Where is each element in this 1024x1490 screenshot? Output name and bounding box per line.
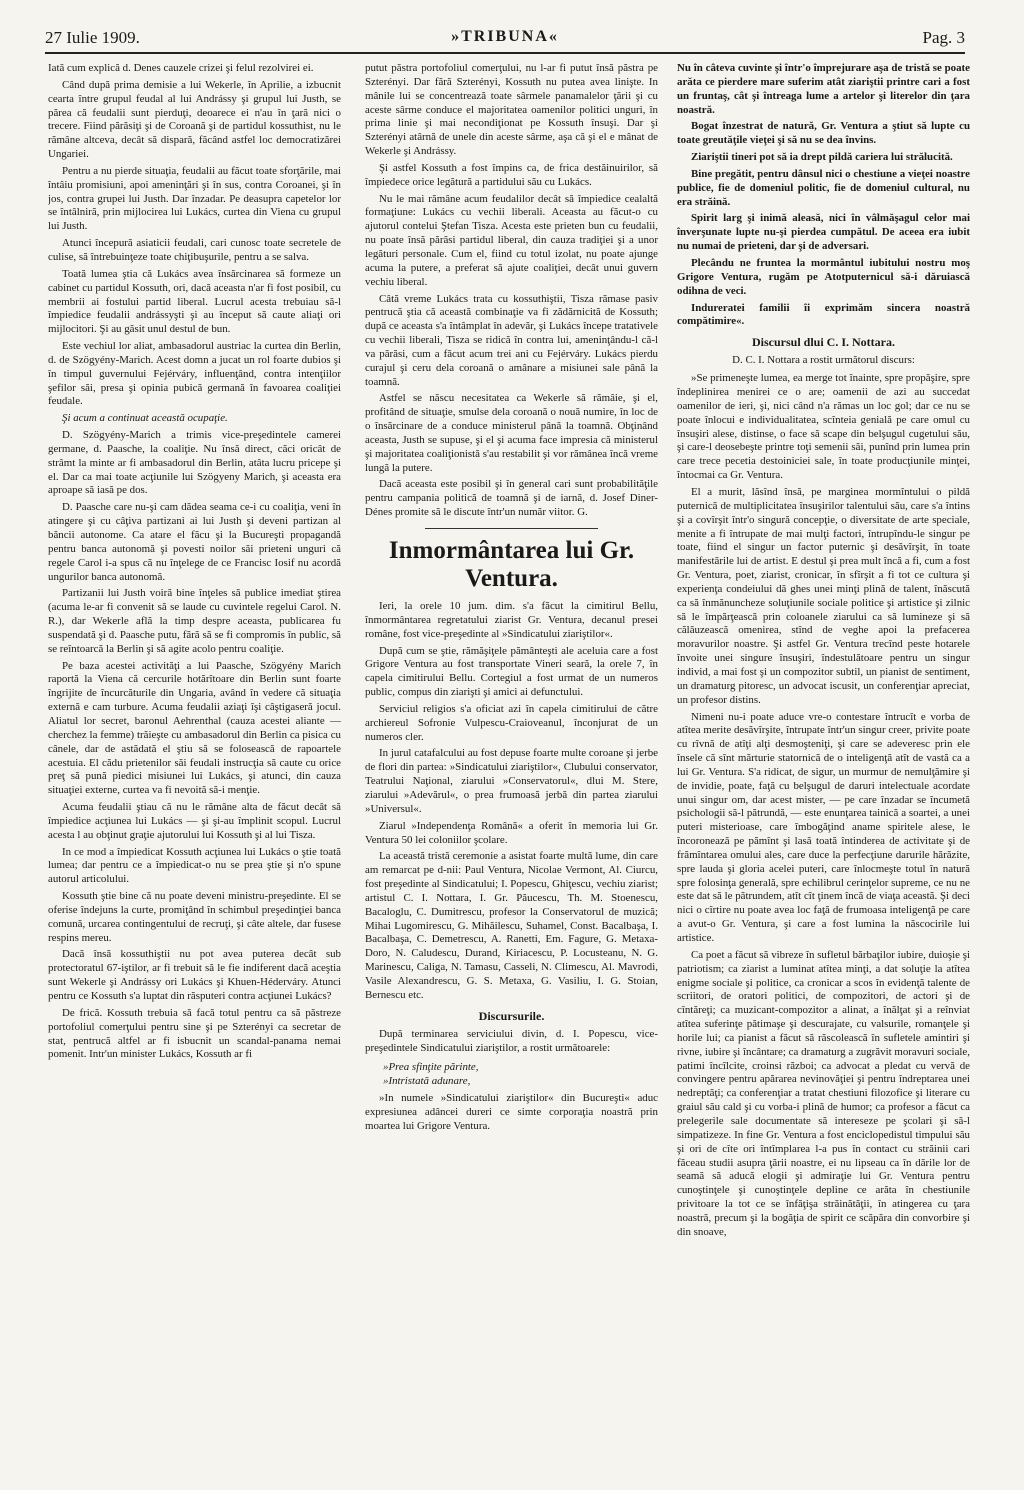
paragraph: »In numele »Sindicatului ziariştilor« din Bucureşti« aduc expresiunea adâncei dureri ce simte corporaţia noastră prin moartea lui Grigore Ventura.: [365, 1091, 658, 1132]
paragraph: Serviciul religios s'a oficiat azi în capela cimitirului de către archiereul Sofronie Vulpescu-Craioveanul, înconjurat de un numeros cler.: [365, 702, 658, 743]
paragraph: Câtă vreme Lukács trata cu kossuthiştii, Tisza rămase pasiv pentrucă ştia că această combinaţie va fi zădărnicită de Kossuth; după ce aceasta s'a întâmplat în adevăr, şi Lukács începe tratativele cu vechii liberali, Tisza se ridică în contra lui, ameninţându-l că-l va părăsi, cum a făcut acum trei ani cu Fejérváry. Lukács pierdu curajul şi ceru dela coroană o amânare a misiunei sale până la toamnă.: [365, 292, 658, 388]
paragraph: Ziarul »Independenţa Română« a oferit în memoria lui Gr. Ventura 50 lei coloniilor şcolare.: [365, 819, 658, 846]
paragraph: Kossuth ştie bine că nu poate deveni ministru-preşedinte. El se oferise îndejuns la curte, promiţând în schimbul preşedinţiei banca comună, urcarea contingentului de recruţi, şi câte altele, dar fusese respins mereu.: [48, 890, 341, 944]
paragraph-text: Dacă aceasta este posibil şi în general cari sunt probabilităţile pentru campania politică de toamnă şi de iarnă, d. Josef Diner-Dénes promite să le discute într'un număr viitor.: [365, 478, 658, 519]
paragraph: Dacă însă kossuthiştii nu pot avea puterea decât sub protectoratul 67-iştilor, ar fi trebuit să le fie indiferent dacă aceştia sunt Wekerle şi Andrássy ori Lukács şi Khuen-Héderváry. Atunci pentru ce Kossuth s'a luptat din răsputeri contra acţiunei Lukács?: [48, 948, 341, 1002]
paragraph: Partizanii lui Justh voiră bine înţeles să publice imediat ştirea (acuma le-ar fi convenit să se laude cu cuvintele regelui Carol. N. R.), dar Wekerle află la timp despre aceasta, publicarea fu suspendată şi d. Paasche putu, fără să se fi compromis în public, să se reîntoarcă la Berlin şi să agite acolo pentru coaliţie.: [48, 587, 341, 655]
paragraph: Astfel se născu necesitatea ca Wekerle să rămâie, şi el, profitând de situaţie, smulse dela coroană o nouă numire, în loc de o însărcinare de a conduce ministerul până la toamnă. Obţinând aceasta, Justh se supuse, şi el şi acuma face impresia că ministerul şi majoritatea coaliţionistă s'au restabilit şi vor rămânea încă vreme lungă la putere.: [365, 392, 658, 474]
column-1: [48, 62, 341, 1472]
section-subheading: Discursul dlui C. I. Nottara.: [751, 335, 895, 350]
column-2: [365, 62, 658, 1472]
paragraph: După cum se ştie, rămăşiţele pământeşti ale aceluia care a fost Grigore Ventura au fost transportate Vineri seară, la orele 7, în capela cimitirului Bellu. Cortegiul a fost urmat de un numeros public, compus din ziarişti şi amici ai defunctului.: [365, 644, 658, 699]
salutation: [383, 1060, 658, 1088]
masthead: »TRIBUNA«: [451, 28, 559, 45]
paragraph: Toată lumea ştia că Lukács avea însărcinarea să formeze un cabinet cu partidul Kossuth, ori, dacă aceasta n'ar fi fost posibil, cu membrii ai fostului partid liberal. Lucrul acesta trebuiau să-l împiedice feudalii andrássyşti şi au început să caute aliaţi ori mijlocitori. Şi au găsit unul destul de bun.: [48, 267, 341, 336]
page-header: [45, 22, 965, 54]
article-headline: Inmormântarea lui Gr. Ventura.: [388, 537, 635, 592]
paragraph: După terminarea serviciului divin, d. I. Popescu, vice-preşedintele Sindicatului ziariştilor, a rostit următoarele:: [365, 1027, 658, 1054]
paragraph: »Se primeneşte lumea, ea merge tot înainte, spre propăşire, spre îndeplinirea menirei ce o are; oamenii de azi au succedat oamenilor de ieri, şi, nici când n'a rămas un loc gol; dar ce nu se poate înlocui e individualitatea, scînteia genială pe care omul cu însuşiri alese, distinse, o face să scape din belşugul cugetului său, şi care-l deosebeşte printre toţi semenii săi, punînd prin lumea prin care trece pecetia destoiniciei sale, în toate producţiunile minţei, întocmai ca Gr. Ventura.: [677, 372, 970, 482]
issue-date: 27 Iulie 1909.: [45, 28, 140, 47]
page-number: Pag. 3: [922, 28, 965, 47]
paragraph: Ieri, la orele 10 jum. dim. s'a făcut la cimitirul Bellu, înmormântarea regretatului ziarist Gr. Ventura, decanul presei române, fost vice-preşedinte al »Sindicatului ziariştilor«.: [365, 600, 658, 640]
author-signature: G.: [577, 506, 588, 519]
paragraph: Este vechiul lor aliat, ambasadorul austriac la curtea din Berlin, d. de Szögyény-Marich. Acest domn a jucat un rol foarte dubios şi în timpul guvernului Fejérváry, influenţând, contra intenţiilor şefilor săi, presa şi opinia pubică germană în favoarea coaliţiei feudale.: [48, 340, 341, 408]
paragraph: D. Paasche care nu-şi cam dădea seama ce-i cu coaliţia, veni în atingere şi cu câţiva partizani ai lui Justh şi deveni partizan al băncii autonome. Ca atare el făcu şi la Bucureşti propagandă pentru banca autonomă şi povesti noilor săi prieteni unguri că regele Carol i-a spus că nu înţelege de ce Francisc Iosif nu acordă ungurilor banca autonomă.: [48, 501, 341, 583]
paragraph: Şi astfel Kossuth a fost împins ca, de frica destăinuirilor, să împiedece orice legătură a partidului său cu Lukács.: [365, 161, 658, 188]
paragraph: Indureratei familii îi exprimăm sincera noastră compătimire«.: [677, 301, 970, 328]
paragraph: Plecându ne fruntea la mormântul iubitului nostru moş Grigore Ventura, rugăm pe Atotputernicul să-i dăruiască odihna de veci.: [677, 256, 970, 297]
paragraph: El a murit, lăsînd însă, pe marginea mormîntului o pildă puternică de multiplicitatea însuşirilor talentului său, care s'a întins şi a covîrşit într'o singură concepţie, o diversitate de arte speciale, menite a fi întrupate de mai mulţi factori, întrupîndu-le singur pe toate, fiind el singur un factor puternic şi desăvîrşit, în toate manifestările lui de artist. E destul şi prea mult încă a fi, cum a fost Gr. Ventura, poet, ziarist, cronicar, în sfîrşit a fi tot ce cultura şi experienţa condeiului dă ghes unei minţi plină de talent, înăscută ca să înmănuncheze soluţiunile sociale politice şi artistice şi zilnic să le împărţească prin coloanele ziarului ca să lumineze şi să călăuzească omenirea, stînd de veghe apoi la prefacerea moravurilor noastre. Şi astfel Gr. Ventura trecînd peste hotarele învoite unei singure însuşiri, îndestulătoare pentru un singur individ, a mai fost şi un compozitor subtil, un pianist de sentiment, un dramaturg pitoresc, un advocat iscusit, un conferenţiar apreciat, un profesor distins.: [677, 486, 970, 706]
salutation-line: »Intristată adunare,: [383, 1074, 471, 1087]
section-divider: [425, 528, 598, 529]
paragraph: Ca poet a făcut să vibreze în sufletul bărbaţilor iubire, duioşie şi patriotism; ca ziarist a luminat atîtea minţi, a dat soluţie la atîtea enigme sociale şi politice, ca cronicar a scos în evidenţă talente de scriitori, de oratori politici, de compozitori, de actori şi de cîntăreţi; ca muzicant-compozitor a alinat, a înălţat şi a reînviat atîtea suferinţe pătimaşe şi descurajate, cu valsurile, romanţele şi horile lui; ca pianist a făcut să răscolească în sufletele amintiri şi rivne, iubire şi încântare; ca dramaturg a zugrăvit moravuri sociale, patimi încîlcite, croinsi război; ca advocat a pledat cu vervă de convingere pentru apărarea nevinovăţiei şi pentru îndreptarea unei nedreptăţi; ca conferenţiar a tratat chestiuni filozofice şi literare cu graiul său cald şi cu vorba-i plină de humor; ca profesor a făcut ca prelegerile sale documentate să intereseze pe şcolari şi să-l simpatizeze. In fine Gr. Ventura a fost enciclopedistul timpului său şi ori de cîte ori întîmplarea l-a pus în contact cu străinii cari făceau studii asupra ţării noastre, ei nu lipseau ca în dările lor de seamă să aducă elogii şi admiraţie lui Gr. Ventura pentru cunoştinţele şi cunoştinţele depline ce arăta în chestiunile privitoare la tot ce se înfăţişa străinătăţii, în atingerea cu ţara noastră, precum şi la bogăţia de spirit ce scăpăra din convorbire şi din snoave,: [677, 948, 970, 1238]
paragraph: Nimeni nu-i poate aduce vre-o contestare întrucît e vorba de atîtea merite desăvîrşite, întrupate într'un singur creer, privite poate cu rîvnă de atîţi alţi desmoşteniţi, şi care se adeveresc prin ele însele că sînt mărturie statornică de o inteligenţă atît de vastă ca a lui Gr. Ventura. S'a ridicat, de sigur, un murmur de nemulţămire şi de invidie, poate, faţă cu belşugul de daruri intelectuale acordate unui singur om, dar acest mister, — pe care înzadar se încumetă psichologii să-l pătrundă, — este enunţarea tainică a soartei, a unei puteri misterioase, care îmbogăţind aname spiritele alese, le încoronează pe pămînt şi lasă toată întinderea de activitate şi de frămîntarea omului ales, care duce la perfecţiune darurile hărăzite, spre lauda şi gloria acelei puteri, care înlocmeşte totul în natură spre folosinţa generală, spre echilibrul cerinţelor supreme, ce nu ne este dat să le pătrundem, atît cît ţinem încă de viaţa această. Şi deci nici o cîrtire nu poate avea loc faţă de frumoasa inteligenţă pe care a avut-o Gr. Ventura, şi care a fost lumina la născocirile lui artistice.: [677, 710, 970, 945]
paragraph: Pe baza acestei activităţi a lui Paasche, Szögyény Marich raportă la Viena că cercurile hotărîtoare din Berlin sunt foarte îngrijite de încurcăturile din Ungaria, având în vedere că situaţia externă e cam turbure. Acuma feudalii aziaţi îşi câştigaseră jocul. Aliatul lor secret, baronul Aehrenthal (cauza acestei aliante — cherchez la femme) trăieşte cu ambasadorul din Berlin ca pisica cu cânele, dar de astădată el ştiu să se folosească de rapoartele acestuia. El cădu prietenilor săi feudali instrucţia să caute cu orice preţ să pună piedici misiunei lui Lukács, şi atunci, din cauza situaţiei externe, curtea va fi nevoită să-i menţie.: [48, 659, 341, 797]
paragraph: In ce mod a împiedicat Kossuth acţiunea lui Lukács o ştie toată lumea; dar pentru ce a împiedicat-o nu se prea ştie şi n'o spune autorul articolului.: [48, 845, 341, 886]
paragraph: De frică. Kossuth trebuia să facă totul pentru ca să păstreze portofoliul comerţului pentru sine şi pe Szterényi ca secretar de stat, pentrucă altfel ar fi isbucnit un scandal-panama nemai pomenit. Intr'un minister Lukács, Kossuth ar fi: [48, 1006, 341, 1061]
paragraph: Nu le mai rămâne acum feudalilor decât să împiedice cealaltă formaţiune: Lukács cu vechii liberali. Aceasta au făcut-o cu ajutorul contelui Ştefan Tisza. Acesta este prieten bun cu feudalii, nu poate însă părăsi partidul liberal, din cauza tradiţiei şi a unor legături personale. Cum el, fiind cu totul izolat, nu poate ajunge acuma la putere, a preferat să ajute coaliţiei, decât unui guvern vechiu liberal.: [365, 192, 658, 288]
paragraph: Şi acum a continuat această ocupaţie.: [62, 412, 228, 425]
section-subheading: Discursurile.: [478, 1008, 545, 1023]
paragraph: putut păstra portofoliul comerţului, nu l-ar fi putut însă păstra pe Szterényi. Dar fără Szterényi, Kossuth nu putea avea linişte. In mânile lui se concentrează toate sârmele panamalelor ţării şi cu aceste sârme conduce el majoritatea oamenilor politici unguri, în prima linie şi mai necondiţionat pe Kossuth însuşi. Dar şi Szterényi atârnă de unele din aceste sârme, aşa că şi el e mânat de Wekerle şi Andrássy.: [365, 62, 658, 158]
salutation-line: »Prea sfinţite părinte,: [383, 1060, 479, 1073]
column-3: [677, 62, 970, 1472]
paragraph: D. Szögyény-Marich a trimis vice-preşedintele camerei germane, d. Paasche, la coaliţie. Nu însă direct, căci oricât de strâmt la minte ar fi ambasadorul din Berlin, atâta lucru pricepe şi el. Dar ca mai toate acţiunile lui Szögyeny Marich, şi aceasta era aproape să iasă pe dos.: [48, 429, 341, 497]
paragraph: Acuma feudalii ştiau că nu le rămâne alta de făcut decât să împiedice acţiunea lui Lukács — şi şi-au împlinit scopul. Lucrul acesta l au obţinut graţie ajutorului lui Kossuth şi al lui Tisza.: [48, 801, 341, 841]
paragraph: Ziariştii tineri pot să ia drept pildă cariera lui strălucită.: [691, 151, 953, 164]
paragraph: Nu în câteva cuvinte şi într'o împrejurare aşa de tristă se poate arăta ce pierdere mare suferim atât ziariştii printre cari a fost un fruntaş, cât şi întreaga lume a artelor şi literelor din ţara noastră.: [677, 62, 970, 116]
paragraph: Iată cum explică d. Denes cauzele crizei şi felul rezolvirei ei.: [48, 62, 314, 74]
paragraph: [365, 478, 658, 520]
byline: D. C. I. Nottara a rostit următorul discurs:: [732, 354, 915, 367]
paragraph: Atunci începură asiaticii feudali, cari cunosc toate secretele de culise, să întrebuinţeze toate chiţibuşurile, pentru a se salva.: [48, 237, 341, 263]
paragraph: Spirit larg şi inimă aleasă, nici în vâlmăşagul celor mai înverşunate lupte nu-şi pierdea cumpătul. De aceea era iubit nu numai de prieteni, dar şi de adversari.: [677, 212, 970, 253]
paragraph: In jurul catafalcului au fost depuse foarte multe coroane şi jerbe de flori din partea: »Sindicatului ziariştilor«, Clubului conservator, Teatrului Naţional, ziarului »Conservatorul«, dlui M. Stere, ziarului »Adevărul«, o prea frumoasă jerbă din partea ziarului »Universul«.: [365, 747, 658, 815]
paragraph: Bogat înzestrat de natură, Gr. Ventura a ştiut să lupte cu toate greutăţile vieţei şi să nu se dea învins.: [677, 120, 970, 147]
paragraph: La această tristă ceremonie a asistat foarte multă lume, din care am remarcat pe d-nii: Paul Ventura, Nicolae Vermont, Al. Ciurcu, fost preşedinte al Sindicatului; I. Popescu, Ghiţescu, vechiu ziarist; artistul C. I. Nottara, I. Gr. Păucescu, Th. M. Stoenescu, Bacaloglu, C. Dumitrescu, profesor la Conservatorul de muzică; Mihai Lugomirescu, G. Mihăilescu, Suhamel, Const. Bacalbaşa, I. Bacalbaşa, C. Demetrescu, A. Ranetti, Em. Fagure, G. Metaxa-Doro, N. Caludescu, Durand, Kiriacescu, P. Locusteanu, N. G. Marinescu, Caliga, N. Tamasu, Casseli, N. Climescu, Al. Mavrodi, Vasile Alexandrescu, G. S. Metaxa, G. Vasiliu, I. G. Stoian, Bernescu etc.: [365, 850, 658, 1001]
paragraph: Când după prima demisie a lui Wekerle, în Aprilie, a izbucnit cearta între grupul feudal al lui Andrássy şi grupul lui Justh, se părea că feudalii sunt pierduţi, deoarece ei n'au în ţară nici o trecere. Fiind părăsiţi şi de Coroană şi de partidul kossuthist, nu le rămâne altceva, decât să dispară, făcând astfel loc democratizărei Ungariei.: [48, 78, 341, 161]
paragraph: Pentru a nu pierde situaţia, feudalii au făcut toate sforţările, mai întâiu promisiuni, apoi ameninţări şi în sus, contra Coroanei, şi în jos, contra grupei lui Justh. Dar înzadar. Pe deasupra capetelor lor se întâlniră, prin mijlocirea lui Lukács, curtea din Viena cu grupul lui Justh.: [48, 164, 341, 233]
paragraph: Bine pregătit, pentru dânsul nici o chestiune a vieţei noastre publice, fie de domeniul politic, fie de domeniul cultural, nu era străină.: [677, 167, 970, 208]
